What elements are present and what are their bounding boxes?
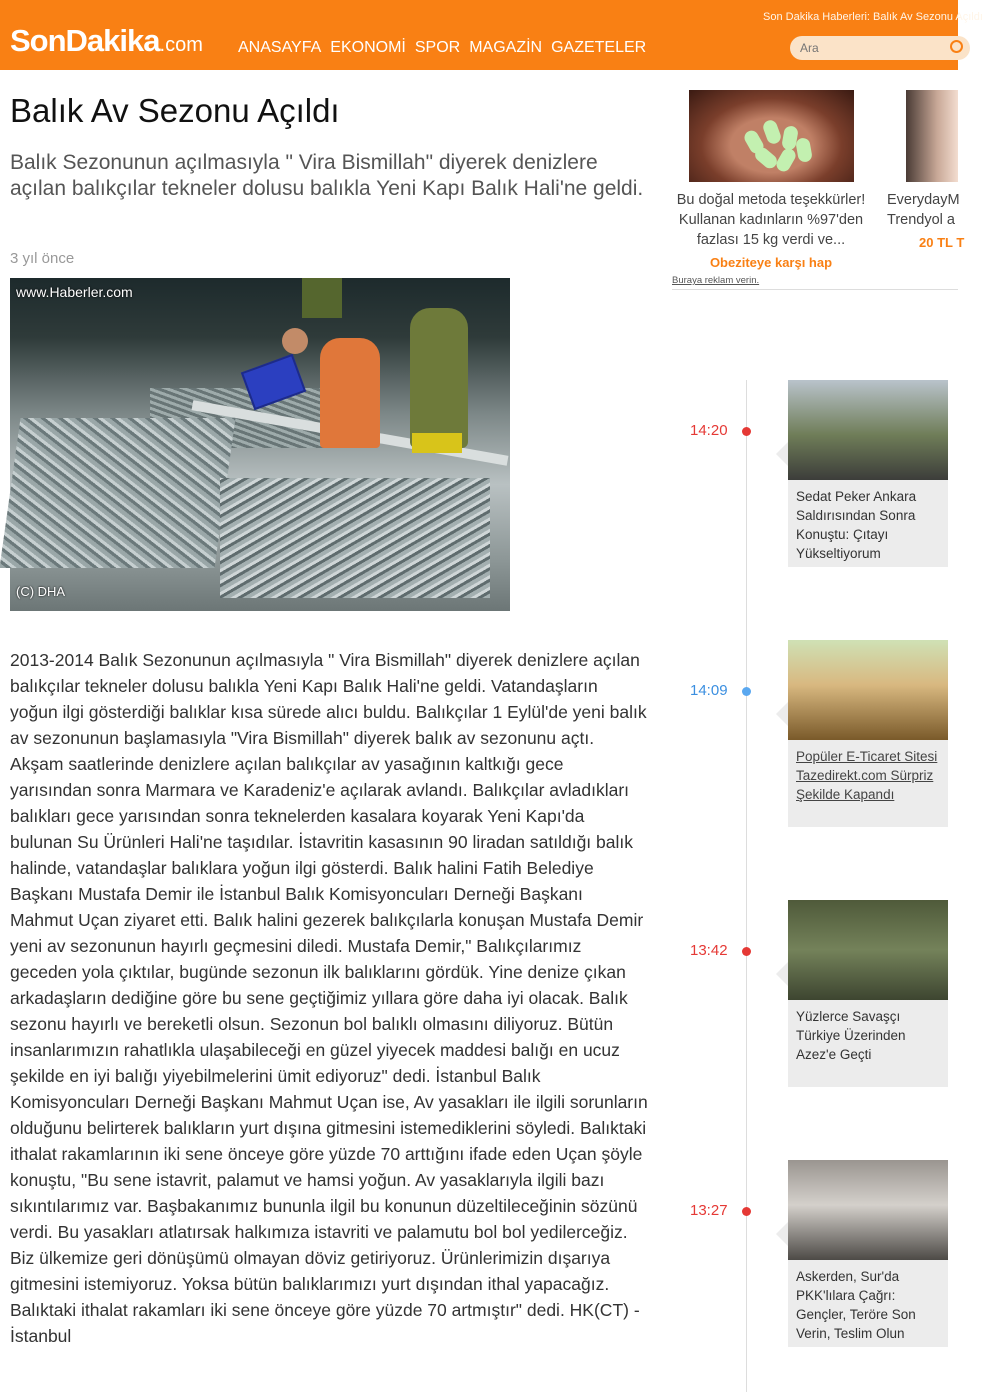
photo-worker-orange: [320, 338, 380, 448]
nav-item-ekonomi[interactable]: EKONOMİ: [330, 39, 406, 56]
news-card-image[interactable]: [788, 640, 948, 740]
photo-fish-pool-right: [220, 478, 490, 598]
logo-suffix: .com: [159, 34, 203, 56]
timeline-time: 13:42: [690, 942, 728, 959]
site-header: [0, 0, 983, 70]
photo-yellow-boots: [412, 433, 462, 453]
ad-sponsor[interactable]: Obeziteye karşı hap: [709, 255, 833, 270]
search-input[interactable]: [800, 41, 940, 55]
site-logo[interactable]: [10, 24, 203, 62]
ad-item-1[interactable]: [670, 90, 872, 270]
ad-caption[interactable]: EverydayM Trendyol a: [887, 192, 960, 228]
article-body: 2013-2014 Balık Sezonunun açılmasıyla " Vira Bismillah" diyerek denizlere açılan balıkçılar tekneler dolusu balıkla Yeni Kapı Balık Hali'ne geldi. Vatandaşların yoğun ilgi gösterdiği balıklar kısa sürede alıcı buldu. Balıkçılar 1 Eylül'de yeni balık av sezonunun başlamasıyla "Vira Bismillah" diyerek balık av sezonunu açtı. Akşam saatlerinde denizlere açılan balıkçılar av yasağının kaltkığı gece yarısından sonra Marmara ve Karadeniz'e açılarak avlandı. Balıkçılar avladıkları balıkları gece yarısından sonra teknelerden kasalara koyarak Yeni Kapı'da bulunan Su Ürünleri Hali'ne taşıdılar. İstavritin kasasının 90 liradan satıldığı balık halinde, vatandaşlar balıklara yoğun ilgi gösterdi. Balık halini Fatih Belediye Başkanı Mustafa Demir ile İstanbul Balık Komisyoncuları Derneği Başkanı Mahmut Uçan ziyaret etti. Balık halini gezerek balıkçılarla konuşan Mustafa Demir yeni av sezonunun hayırlı geçmesini diledi. Mustafa Demir," Balıkçılarımız geceden yola çıktılar, bugünde sezonun ilk balıklarını gördük. Yine denize çıkan arkadaşların dediğine göre bu sene geçtiğimiz yıllara göre daha iyi olacak. Balık sezonu hayırlı ve bereketli olsun. Sezonun bol balıklı olmasını diliyoruz. Bütün insanlarımızın rahatlıkla ulaşabileceği en güzel yiyecek maddesi balığı en ucuz şekilde en iyi balığı yiyebilmelerini ümit ediyoruz" dedi. İstanbul Balık Komisyoncuları Derneği Başkanı Mahmut Uçan ise, Av yasakları ile ilgili sorunların olduğunu belirterek balıkların yurt dışına gitmesini istemediklerini söyledi. Balıktaki ithalat rakamlarının iki sene önceye göre yüzde 70 arttığını ifade eden Uçan şöyle konuştu, "Bu sene istavrit, palamut ve hamsi yoğun. Av yasaklarıyla ilgili bazı sıkıntılarımız var. Başbakanımız bununla ilgil bu konunun düzeltileceğinin sözünü verdi. Bu yasakları atlatırsak halkımıza istavriti ve palamutu bol bol yedilerceğiz. Biz ülkemize geri dönüşümü olmayan döviz getiriyoruz. Ürünlerimizin dışarıya gitmesini istemiyoruz. Yoksa bütün balıklarımızı yurt dışından ithal yapacağız. Balıktaki ithalat rakamları iki sene önceye göre yüzde 70 artmıştır" dedi. HK(CT) - İstanbul: [10, 650, 648, 1346]
nav-item-magazin[interactable]: MAGAZİN: [469, 39, 543, 56]
news-card[interactable]: [788, 640, 948, 827]
timeline-dot: [742, 687, 751, 696]
news-card-title[interactable]: Sedat Peker Ankara Saldırısından Sonra Konuştu: Çıtayı Yükseltiyorum: [796, 489, 917, 561]
logo-main: SonDakika: [10, 23, 160, 58]
news-card-image[interactable]: [788, 1160, 948, 1260]
photo-watermark: www.Haberler.com: [16, 284, 133, 300]
breadcrumb[interactable]: Son Dakika Haberleri: Balık Av Sezonu Açıldı: [763, 11, 983, 23]
ad-caption[interactable]: Bu doğal metoda teşekkürler! Kullanan kadınların %97'den fazlası 15 kg verdi ve...: [676, 192, 866, 248]
news-card-title[interactable]: Yüzlerce Savaşçı Türkiye Üzerinden Azez'e Geçti: [796, 1009, 906, 1062]
timeline-dot: [742, 1207, 751, 1216]
news-card-title[interactable]: Popüler E-Ticaret Sitesi Tazedirekt.com Sürpriz Şekilde Kapandı: [796, 749, 938, 802]
photo-fish-pool-left: [0, 418, 236, 568]
news-card[interactable]: [788, 900, 948, 1087]
ad-item-2[interactable]: [884, 90, 1004, 250]
timeline-time: 13:27: [690, 1202, 728, 1219]
advertise-here-link[interactable]: Buraya reklam verin.: [672, 275, 760, 286]
photo-worker-back: [302, 278, 342, 318]
timeline-time: 14:09: [690, 682, 728, 699]
search-icon[interactable]: [950, 40, 963, 53]
timeline-line: [746, 380, 747, 1392]
ad-divider: [672, 289, 958, 290]
article-summary: Balık Sezonunun açılmasıyla " Vira Bismillah" diyerek denizlere açılan balıkçılar tekneler dolusu balıkla Yeni Kapı Balık Hali'ne geldi.: [10, 151, 644, 200]
timeline-dot: [742, 427, 751, 436]
ad-image-woman[interactable]: [906, 90, 958, 182]
photo-worker-head: [282, 328, 308, 354]
photo-worker-green: [410, 308, 468, 448]
main-nav: [238, 38, 655, 58]
search-box: [790, 36, 970, 60]
ad-image-pills[interactable]: [689, 90, 854, 182]
ad-sponsor[interactable]: 20 TL T: [919, 235, 965, 250]
news-card-title[interactable]: Askerden, Sur'da PKK'lılara Çağrı: Gençler, Teröre Son Verin, Teslim Olun: [796, 1269, 916, 1341]
timeline-dot: [742, 947, 751, 956]
photo-credit: (C) DHA: [16, 584, 66, 599]
news-card-image[interactable]: [788, 900, 948, 1000]
nav-item-anasayfa[interactable]: ANASAYFA: [238, 39, 322, 56]
article-photo: [10, 278, 510, 611]
news-card[interactable]: [788, 1160, 948, 1347]
nav-item-gazeteler[interactable]: GAZETELER: [551, 39, 647, 56]
timeline-time: 14:20: [690, 422, 728, 439]
article-title: Balık Av Sezonu Açıldı: [10, 92, 340, 129]
article-time-ago: 3 yıl önce: [10, 250, 75, 267]
news-card-image[interactable]: [788, 380, 948, 480]
news-card[interactable]: [788, 380, 948, 567]
nav-item-spor[interactable]: SPOR: [414, 39, 461, 56]
